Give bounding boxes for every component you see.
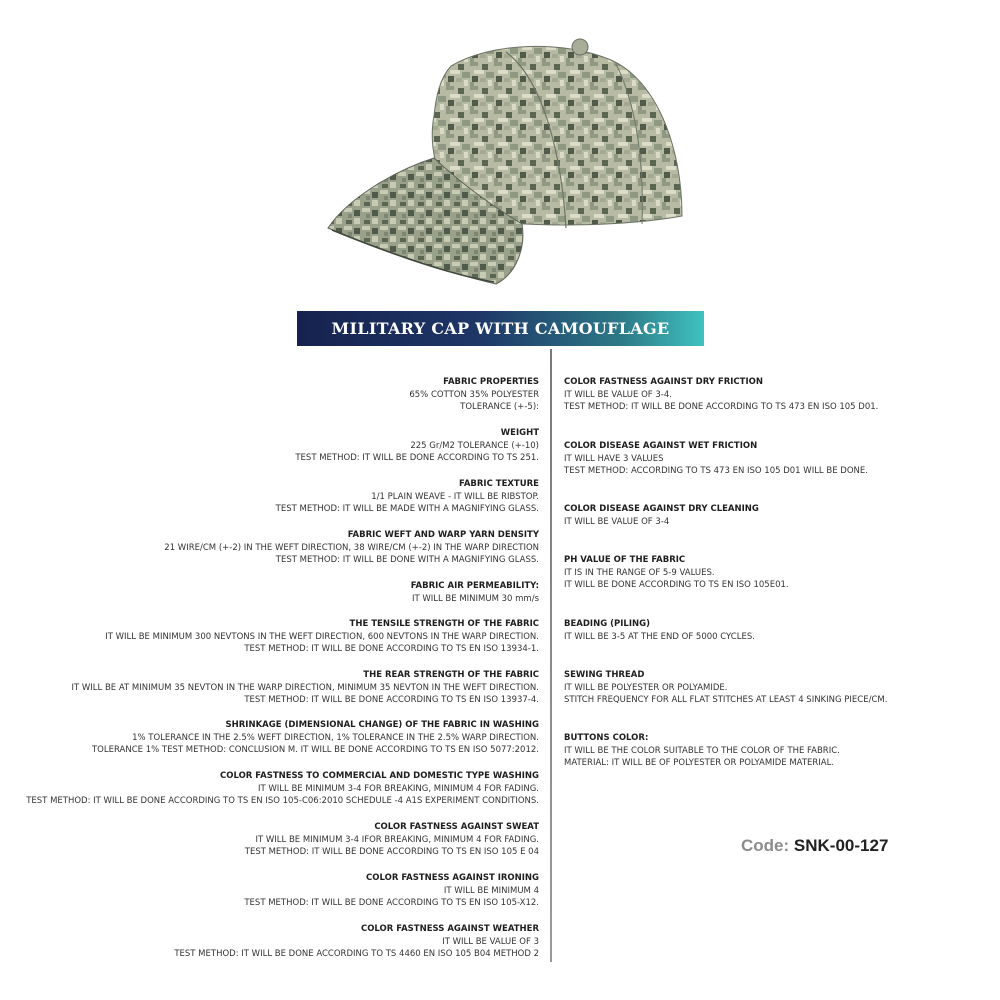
spec-line: IT WILL BE MINIMUM 30 mm/s (411, 593, 539, 604)
spec-title: SHRINKAGE (DIMENSIONAL CHANGE) OF THE FABRIC IN WASHING (225, 720, 539, 730)
spec-fabric-properties (10, 376, 539, 414)
spec-line: IT IS IN THE RANGE OF 5-9 VALUES. (564, 567, 715, 578)
spec-weather-fastness (10, 923, 539, 961)
spec-line: TEST METHOD: IT WILL BE DONE ACCORDING TO TS EN ISO 105-X12. (244, 898, 539, 909)
spec-piling (564, 618, 984, 643)
spec-title: FABRIC PROPERTIES (443, 377, 539, 387)
spec-line: IT WILL HAVE 3 VALUES (564, 453, 664, 464)
spec-line: TEST METHOD: IT WILL BE DONE ACCORDING TO TS EN ISO 13934-1. (244, 644, 539, 655)
spec-line: IT WILL BE 3-5 AT THE END OF 5000 CYCLES. (564, 631, 755, 642)
spec-title: COLOR FASTNESS TO COMMERCIAL AND DOMESTIC TYPE WASHING (220, 771, 539, 781)
product-code (741, 836, 888, 856)
spec-line: TEST METHOD: ACCORDING TO TS 473 EN ISO 105 D01 WILL BE DONE. (564, 466, 868, 477)
column-divider (550, 349, 552, 962)
spec-line: IT WILL BE MINIMUM 4 (443, 885, 539, 896)
spec-title: COLOR FASTNESS AGAINST SWEAT (374, 822, 539, 832)
spec-line: TEST METHOD: IT WILL BE DONE ACCORDING TO TS 473 EN ISO 105 D01. (564, 402, 879, 413)
spec-line: TEST METHOD: IT WILL BE DONE ACCORDING TO TS 4460 EN ISO 105 B04 METHOD 2 (174, 949, 539, 960)
spec-line: TOLERANCE 1% TEST METHOD: CONCLUSION M. IT WILL BE DONE ACCORDING TO TS EN ISO 5077:2012. (91, 745, 539, 756)
spec-line: IT WILL BE THE COLOR SUITABLE TO THE COLOR OF THE FABRIC. (564, 745, 840, 756)
spec-title: COLOR DISEASE AGAINST WET FRICTION (564, 441, 758, 451)
spec-ironing-fastness (10, 872, 539, 910)
spec-line: IT WILL BE VALUE OF 3 (442, 936, 539, 947)
spec-line: IT WILL BE AT MINIMUM 35 NEVTON IN THE WARP DIRECTION, MINIMUM 35 NEVTON IN THE WEFT DIRECTION. (71, 682, 539, 693)
product-image-camo-cap (326, 38, 686, 288)
spec-title: THE TENSILE STRENGTH OF THE FABRIC (349, 619, 539, 629)
spec-line: IT WILL BE MINIMUM 3-4 FOR BREAKING, MINIMUM 4 FOR FADING. (257, 783, 539, 794)
spec-title: BUTTONS COLOR: (564, 733, 649, 743)
spec-line: IT WILL BE POLYESTER OR POLYAMIDE. (564, 682, 728, 693)
spec-line: TEST METHOD: IT WILL BE DONE WITH A MAGNIFYING GLASS. (275, 555, 539, 566)
spec-line: IT WILL BE VALUE OF 3-4. (564, 389, 672, 400)
spec-line: MATERIAL: IT WILL BE OF POLYESTER OR POLYAMIDE MATERIAL. (564, 758, 835, 769)
spec-buttons-color (564, 732, 984, 770)
spec-title: COLOR FASTNESS AGAINST DRY FRICTION (564, 377, 763, 387)
spec-ph-value (564, 554, 984, 592)
spec-line: TOLERANCE (+-5): (460, 402, 539, 413)
spec-wet-friction (564, 440, 984, 478)
spec-title: COLOR FASTNESS AGAINST IRONING (366, 873, 539, 883)
camo-cap-illustration (326, 38, 686, 288)
product-title-banner (297, 311, 704, 346)
spec-line: TEST METHOD: IT WILL BE DONE ACCORDING TO TS EN ISO 105-C06:2010 SCHEDULE -4 A1S EXPERIMENT CONDITIONS. (26, 796, 539, 807)
spec-weight (10, 427, 539, 465)
spec-sweat-fastness (10, 821, 539, 859)
spec-line: IT WILL BE VALUE OF 3-4 (564, 516, 670, 527)
spec-line: TEST METHOD: IT WILL BE DONE ACCORDING TO TS EN ISO 105 E 04 (244, 847, 539, 858)
spec-title: WEIGHT (500, 428, 539, 438)
spec-washing-fastness (10, 770, 539, 808)
spec-rear-strength (10, 669, 539, 707)
spec-line: 1% TOLERANCE IN THE 2.5% WEFT DIRECTION, 1% TOLERANCE IN THE 2.5% WARP DIRECTION. (132, 732, 539, 743)
spec-line: 65% COTTON 35% POLYESTER (409, 389, 539, 400)
spec-line: 225 Gr/M2 TOLERANCE (+-10) (410, 440, 539, 451)
spec-line: TEST METHOD: IT WILL BE DONE ACCORDING TO TS EN ISO 13937-4. (244, 695, 539, 706)
spec-line: TEST METHOD: IT WILL BE DONE ACCORDING TO TS 251. (295, 453, 539, 464)
spec-title: SEWING THREAD (564, 670, 645, 680)
spec-sewing-thread (564, 669, 984, 707)
spec-title: THE REAR STRENGTH OF THE FABRIC (363, 670, 539, 680)
product-code-value: SNK-00-127 (793, 836, 889, 855)
spec-line: IT WILL BE MINIMUM 300 NEVTONS IN THE WEFT DIRECTION, 600 NEVTONS IN THE WARP DIRECTION. (105, 631, 539, 642)
spec-fabric-texture (10, 478, 539, 516)
spec-title: FABRIC AIR PERMEABILITY: (410, 581, 539, 591)
spec-line: IT WILL BE DONE ACCORDING TO TS EN ISO 105E01. (564, 580, 789, 591)
spec-title: BEADING (PILING) (564, 619, 650, 629)
spec-line: 1/1 PLAIN WEAVE - IT WILL BE RIBSTOP. (371, 491, 539, 502)
spec-line: IT WILL BE MINIMUM 3-4 IFOR BREAKING, MINIMUM 4 FOR FADING. (255, 834, 539, 845)
spec-title: FABRIC TEXTURE (458, 479, 539, 489)
spec-title: PH VALUE OF THE FABRIC (564, 555, 686, 565)
product-title: MILITARY CAP WITH CAMOUFLAGE (331, 319, 670, 338)
spec-dry-friction (564, 376, 984, 414)
spec-line: 21 WIRE/CM (+-2) IN THE WEFT DIRECTION, 38 WIRE/CM (+-2) IN THE WARP DIRECTION (164, 542, 539, 553)
spec-yarn-density (10, 529, 539, 567)
product-code-label: Code: (741, 836, 790, 855)
spec-dry-cleaning (564, 503, 984, 528)
spec-line: STITCH FREQUENCY FOR ALL FLAT STITCHES AT LEAST 4 SINKING PIECE/CM. (564, 695, 888, 706)
spec-tensile-strength (10, 618, 539, 656)
spec-shrinkage (10, 719, 539, 757)
spec-line: TEST METHOD: IT WILL BE MADE WITH A MAGNIFYING GLASS. (275, 504, 539, 515)
spec-air-permeability (10, 580, 539, 605)
spec-title: COLOR FASTNESS AGAINST WEATHER (360, 924, 539, 934)
spec-title: COLOR DISEASE AGAINST DRY CLEANING (564, 504, 759, 514)
spec-title: FABRIC WEFT AND WARP YARN DENSITY (347, 530, 539, 540)
